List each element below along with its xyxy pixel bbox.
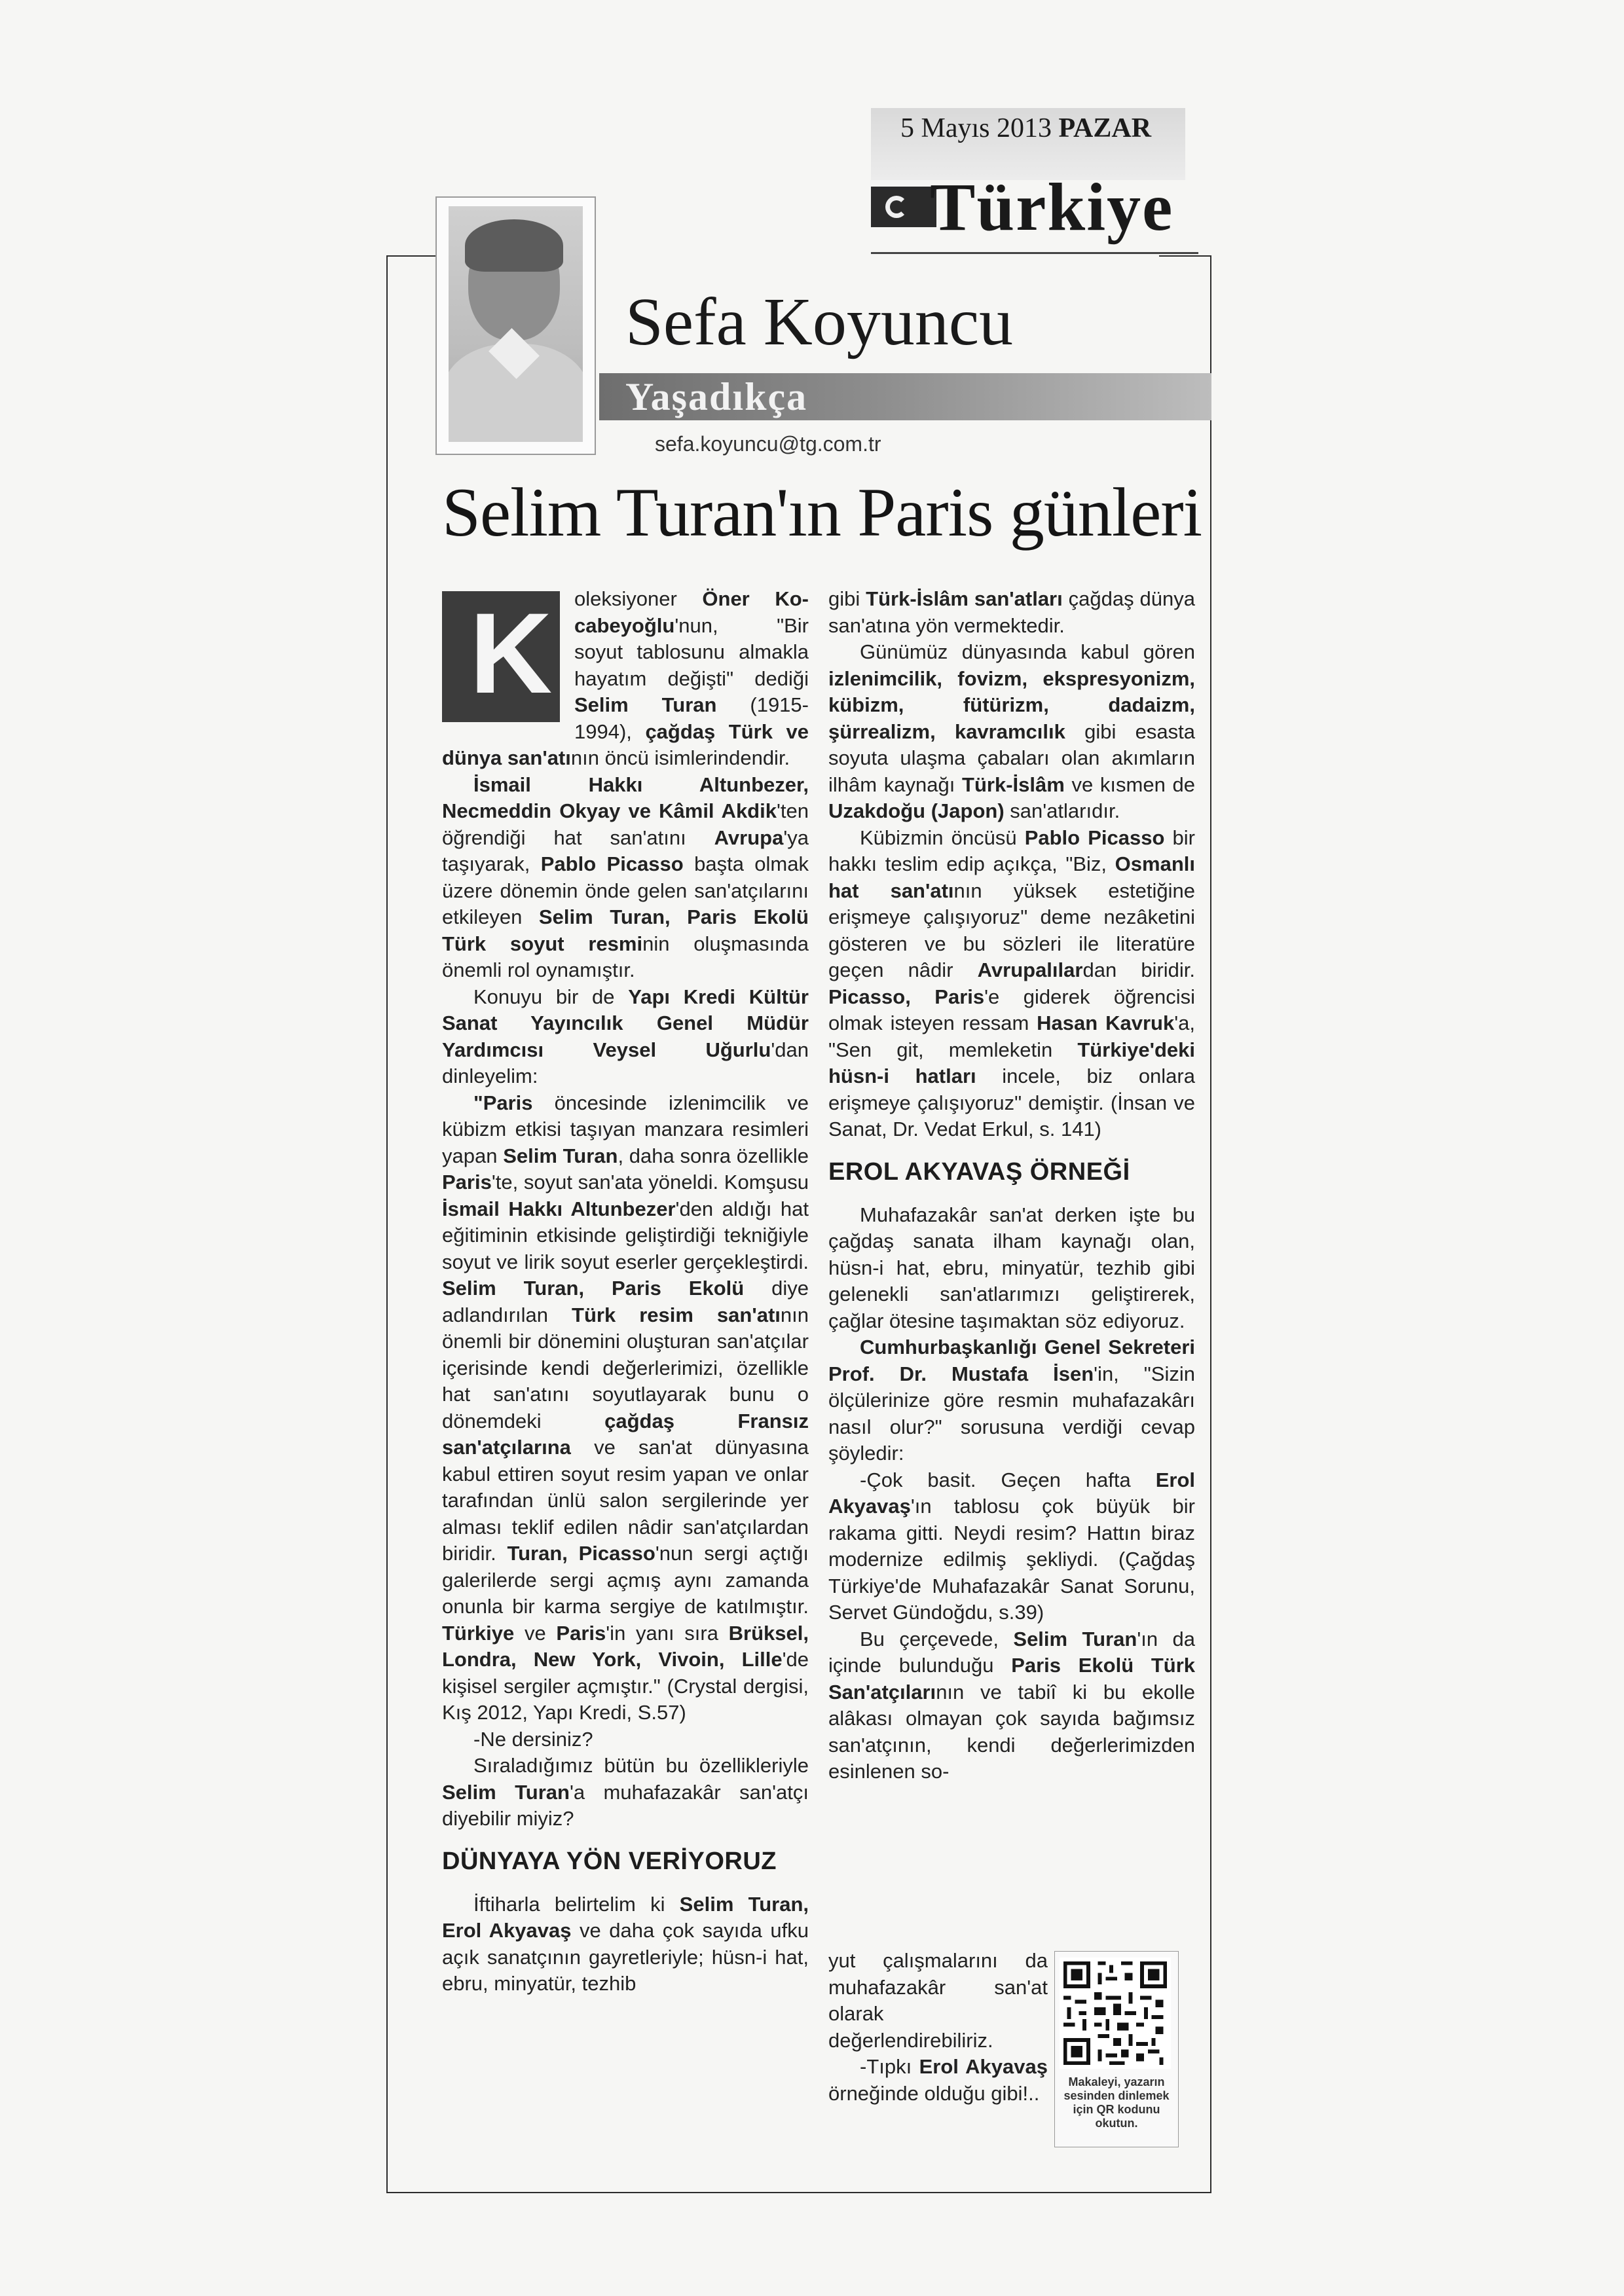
article-column-right-tail	[828, 1948, 1048, 2107]
paragraph: -Çok basit. Geçen hafta Erol Akyavaş'ın tablosu çok büyük bir rakama gitti. Neydi resim? Hattın biraz modernize edilmiş şekliydi. (Çağdaş Türkiye'de Muhafazakâr Sanat Sorunu, Servet Gündoğdu, s.39)	[828, 1468, 1195, 1624]
author-photo	[449, 206, 583, 442]
column-section-name: Yaşadıkça	[625, 375, 808, 418]
paragraph: oleksiyoner Öner Ko-cabeyoğlu'nun, "Bir soyut tablosunu almakla hayatım değişti" dediği Selim Turan (1915-1994), çağdaş Türk ve dünya san'atının öncü isimlerindendir.	[442, 587, 809, 769]
paragraph: Muhafazakâr san'at derken işte bu çağdaş sanata ilham kaynağı olan, hüsn-i hat, ebru, minyatür, tezhib gibi gelenekli san'atlarımızı geliştirerek, çağlar ötesine taşımaktan söz ediyoruz.	[828, 1203, 1195, 1332]
qr-code-icon[interactable]	[1060, 1958, 1171, 2069]
paragraph: İftiharla belirtelim ki Selim Turan, Erol Akyavaş ve daha çok sayıda ufku açık sanatçının gayretleriyle; hüsn-i hat, ebru, minyatür, tezhib	[442, 1892, 809, 1995]
frame-top-left-rule	[386, 255, 439, 257]
qr-caption: Makaleyi, yazarın sesinden dinlemek için QR kodunu okutun.	[1063, 2075, 1170, 2130]
frame-top-right-rule	[1159, 255, 1211, 257]
paragraph: Cumhurbaşkanlığı Genel Sekreteri Prof. Dr. Mustafa İsen'in, "Sizin ölçülerinize göre resmin muhafazakârı nasıl olur?" sorusuna verdiği cevap şöyledir:	[828, 1336, 1195, 1465]
paragraph: Günümüz dünyasında kabul gören izlenimcilik, fovizm, ekspresyonizm, kübizm, fütürizm, dadaizm, şürrealizm, kavramcılık gibi esasta soyuta ulaşma çabaları olan akımların ilhâm kaynağı Türk-İslâm ve kısmen de Uzakdoğu (Japon) san'atlarıdır.	[828, 640, 1195, 822]
paragraph: gibi Türk-İslâm san'atları çağdaş dünya san'atına yön vermektedir.	[828, 587, 1195, 637]
article-headline: Selim Turan'ın Paris günleri	[442, 474, 1202, 551]
paragraph: Bu çerçevede, Selim Turan'ın da içinde bulunduğu Paris Ekolü Türk San'atçılarının ve tabiî ki bu ekolle alâkası olmayan çok sayıda bağımsız san'atçının, kendi değerlerimizden esinlenen so-	[828, 1627, 1195, 1783]
article-column-right	[828, 586, 1195, 1785]
paragraph: Kübizmin öncüsü Pablo Picasso bir hakkı teslim edip açıkça, "Biz, Osmanlı hat san'atının yüksek estetiğine erişmeye çalışıyoruz" deme nezâketini gösteren ve bu sözleri ile literatüre geçen nâdir Avrupalılardan biridir. Picasso, Paris'e giderek öğrencisi olmak isteyen ressam Hasan Kavruk'a, "Sen git, memleketin Türkiye'deki hüsn-i hatları incele, biz onlara erişmeye çalışıyoruz" demiştir. (İnsan ve Sanat, Dr. Vedat Erkul, s. 141)	[828, 826, 1196, 1140]
drop-cap: K	[442, 591, 560, 722]
paragraph: -Ne dersiniz?	[473, 1727, 593, 1751]
author-name: Sefa Koyuncu	[625, 284, 1014, 359]
quote-paragraph: "Paris öncesinde izlenimcilik ve kübizm etkisi taşıyan manzara resimleri yapan Selim Turan, daha sonra özellikle Paris'te, soyut san'ata yöneldi. Komşusu İsmail Hakkı Altunbezer'den aldığı hat eğitiminin etkisinde geliştirdiği tekniğiyle soyut ve lirik soyut eserler gerçekleştirdi. Selim Turan, Paris Ekolü diye adlandırılan Türk resim san'atının önemli bir dönemini oluşturan san'atçılar içerisinde kendi değerlerimizi, özellikle hat san'atını soyutlayarak bunu o dönemdeki çağdaş Fransız san'atçılarına ve san'at dünyasına kabul ettiren soyut resim yapan ve onlar tarafından ünlü salon sergilerinde yer alması teklif edilen nâdir san'atçılardan biridir. Turan, Picasso'nun sergi açtığı galerilerde sergi açmış aynı zamanda onunla bir karma sergiye de katılmıştır. Türkiye ve Paris'in yanı sıra Brüksel, Londra, New York, Vivoin, Lille'de kişisel sergiler açmıştır." (Crystal dergisi, Kış 2012, Yapı Kredi, S.57)	[442, 1091, 809, 1724]
issue-date	[900, 113, 1151, 144]
article-column-left	[442, 586, 809, 1997]
day-text: PAZAR	[1058, 113, 1152, 143]
masthead-rule	[871, 252, 1198, 254]
date-text: 5 Mayıs 2013	[900, 113, 1052, 143]
newspaper-name: Türkiye	[930, 170, 1174, 245]
paragraph: -Tıpkı Erol Akyavaş örneğinde olduğu gibi!..	[828, 2055, 1048, 2105]
flag-icon	[871, 187, 936, 227]
paragraph: Konuyu bir de Yapı Kredi Kültür Sanat Yayıncılık Genel Müdür Yardımcısı Veysel Uğurlu'dan dinleyelim:	[442, 985, 809, 1087]
subheading: EROL AKYAVAŞ ÖRNEĞİ	[828, 1157, 1130, 1186]
paragraph: yut çalışmalarını da muhafazakâr san'at olarak değerlendirebiliriz.	[828, 1949, 1048, 2052]
paragraph: Sıraladığımız bütün bu özellikleriyle Selim Turan'a muhafazakâr san'atçı diyebilir miyiz?	[442, 1754, 809, 1830]
subheading: DÜNYAYA YÖN VERİYORUZ	[442, 1847, 777, 1875]
author-email: sefa.koyuncu@tg.com.tr	[655, 432, 881, 456]
newspaper-masthead	[871, 170, 1198, 259]
paragraph: İsmail Hakkı Altunbezer, Necmeddin Okyay ve Kâmil Akdik'ten öğrendiği hat san'atını Avrupa'ya taşıyarak, Pablo Picasso başta olmak üzere dönemin önde gelen san'atçılarını etkileyen Selim Turan, Paris Ekolü Türk soyut resminin oluşmasında önemli rol oynamıştır.	[442, 773, 809, 981]
